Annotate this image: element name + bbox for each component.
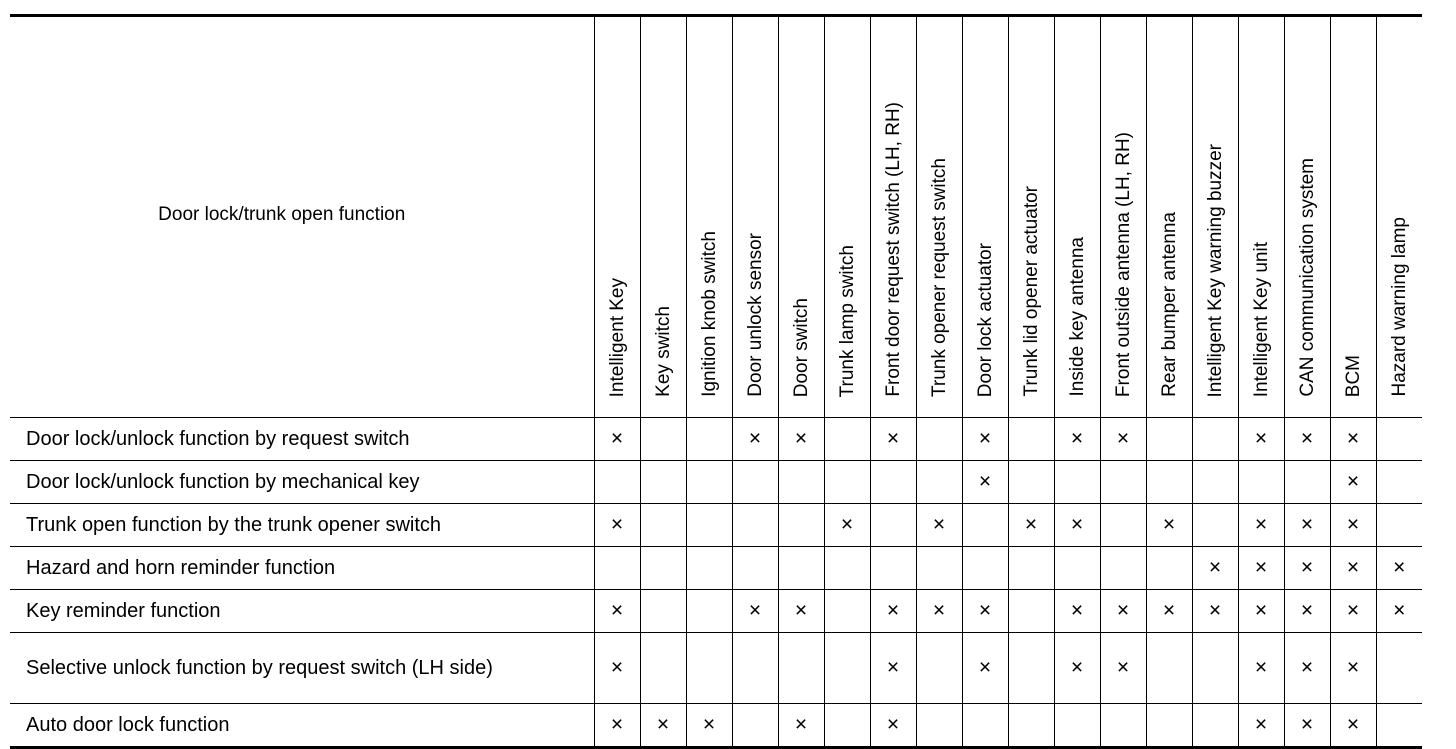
table-cell: × [1330, 590, 1376, 633]
table-cell: × [1330, 504, 1376, 547]
column-header [1284, 16, 1330, 418]
corner-header: Door lock/trunk open function [10, 16, 594, 418]
table-cell: × [916, 590, 962, 633]
table-cell [1100, 461, 1146, 504]
header-row [10, 16, 1422, 418]
column-header [594, 16, 640, 418]
table-cell: × [594, 704, 640, 748]
column-header-label: Intelligent Key warning buzzer [1204, 143, 1226, 397]
table-cell [778, 547, 824, 590]
column-header [1146, 16, 1192, 418]
column-header [1054, 16, 1100, 418]
column-header-label: Hazard warning lamp [1388, 217, 1410, 397]
table-cell [686, 461, 732, 504]
column-header-label: BCM [1342, 354, 1364, 397]
table-cell [1192, 633, 1238, 704]
table-cell: × [1054, 504, 1100, 547]
table-cell: × [962, 461, 1008, 504]
table-cell [640, 633, 686, 704]
table-cell: × [594, 418, 640, 461]
column-header [1008, 16, 1054, 418]
table-cell [916, 547, 962, 590]
table-cell [640, 504, 686, 547]
table-cell [594, 547, 640, 590]
table-cell [1100, 504, 1146, 547]
table-cell: × [594, 504, 640, 547]
row-label: Key reminder function [10, 590, 594, 633]
table-cell: × [1330, 547, 1376, 590]
table-cell: × [1100, 633, 1146, 704]
table-cell [824, 633, 870, 704]
table-cell: × [1284, 633, 1330, 704]
column-header-label: Ignition knob switch [698, 231, 720, 397]
table-cell: × [640, 704, 686, 748]
table-cell: × [1146, 504, 1192, 547]
table-cell: × [778, 704, 824, 748]
row-label: Hazard and horn reminder function [10, 547, 594, 590]
table-cell: × [1008, 504, 1054, 547]
column-header [962, 16, 1008, 418]
table-cell: × [1238, 633, 1284, 704]
table-cell [686, 547, 732, 590]
table-cell [916, 461, 962, 504]
table-row [10, 704, 1422, 748]
table-cell [1008, 704, 1054, 748]
column-header [732, 16, 778, 418]
table-cell: × [1192, 590, 1238, 633]
column-header [778, 16, 824, 418]
table-cell [1284, 461, 1330, 504]
table-cell [1376, 504, 1422, 547]
table-cell: × [1330, 704, 1376, 748]
table-cell [778, 461, 824, 504]
function-component-table [10, 14, 1422, 749]
table-cell: × [1284, 590, 1330, 633]
column-header-label: Intelligent Key unit [1250, 241, 1272, 397]
table-cell [1146, 633, 1192, 704]
table-cell: × [1238, 704, 1284, 748]
table-cell: × [732, 590, 778, 633]
column-header-label: Door unlock sensor [744, 233, 766, 397]
table-cell: × [594, 590, 640, 633]
table-row [10, 504, 1422, 547]
table-row [10, 547, 1422, 590]
column-header-label: Trunk opener request switch [928, 157, 950, 397]
table-row [10, 590, 1422, 633]
table-cell [1192, 504, 1238, 547]
table-cell [916, 418, 962, 461]
table-cell [916, 633, 962, 704]
table-cell [1008, 461, 1054, 504]
table-cell: × [962, 633, 1008, 704]
table-cell [732, 461, 778, 504]
table-cell [1376, 704, 1422, 748]
table-cell: × [686, 704, 732, 748]
table-cell: × [732, 418, 778, 461]
column-header [686, 16, 732, 418]
table-cell [1192, 704, 1238, 748]
table-cell [962, 547, 1008, 590]
column-header-label: Key switch [652, 306, 674, 397]
table-cell: × [1330, 633, 1376, 704]
row-label: Door lock/unlock function by mechanical key [10, 461, 594, 504]
table-cell [640, 418, 686, 461]
table-cell [686, 418, 732, 461]
table-cell [1238, 461, 1284, 504]
table-cell: × [778, 418, 824, 461]
table-cell [824, 461, 870, 504]
column-header [1330, 16, 1376, 418]
table-cell: × [1192, 547, 1238, 590]
column-header [640, 16, 686, 418]
table-cell [778, 504, 824, 547]
column-header [1192, 16, 1238, 418]
table-cell [686, 504, 732, 547]
table-cell: × [1376, 547, 1422, 590]
table-cell [1054, 461, 1100, 504]
table-cell: × [1054, 590, 1100, 633]
table-cell [1146, 461, 1192, 504]
table-cell: × [594, 633, 640, 704]
table-cell [1008, 547, 1054, 590]
table-cell [640, 461, 686, 504]
column-header [916, 16, 962, 418]
table-cell: × [1330, 418, 1376, 461]
table-cell [1100, 547, 1146, 590]
table-row [10, 633, 1422, 704]
table-cell: × [1330, 461, 1376, 504]
table-cell: × [1054, 418, 1100, 461]
table-cell: × [1146, 590, 1192, 633]
table-cell [732, 704, 778, 748]
column-header-label: Front outside antenna (LH, RH) [1112, 131, 1134, 397]
table-cell: × [1100, 590, 1146, 633]
table-cell [824, 704, 870, 748]
table-cell [1376, 633, 1422, 704]
table-cell: × [870, 633, 916, 704]
column-header-label: Front door request switch (LH, RH) [882, 102, 904, 397]
table-cell: × [1284, 504, 1330, 547]
table-cell: × [1100, 418, 1146, 461]
table-cell [640, 590, 686, 633]
table-cell [824, 418, 870, 461]
table-cell [1008, 418, 1054, 461]
table-cell: × [870, 590, 916, 633]
table-cell: × [962, 418, 1008, 461]
column-header-label: Door switch [790, 297, 812, 397]
table-cell: × [1054, 633, 1100, 704]
column-header [870, 16, 916, 418]
table-cell: × [1376, 590, 1422, 633]
table-cell: × [870, 418, 916, 461]
table-cell [594, 461, 640, 504]
column-header-label: CAN communication system [1296, 158, 1318, 397]
table-cell: × [778, 590, 824, 633]
table-cell: × [1284, 547, 1330, 590]
table-cell [1376, 461, 1422, 504]
column-header-label: Trunk lid opener actuator [1020, 186, 1042, 397]
table-cell [1054, 704, 1100, 748]
row-label: Trunk open function by the trunk opener switch [10, 504, 594, 547]
column-header [1376, 16, 1422, 418]
row-label: Auto door lock function [10, 704, 594, 748]
table-cell [1376, 418, 1422, 461]
table-cell [1100, 704, 1146, 748]
column-header [824, 16, 870, 418]
table-cell: × [1284, 418, 1330, 461]
table-cell [1054, 547, 1100, 590]
table-cell: × [962, 590, 1008, 633]
column-header-label: Intelligent Key [606, 277, 628, 397]
table-body [10, 418, 1422, 748]
table-cell [962, 504, 1008, 547]
column-header-label: Inside key antenna [1066, 237, 1088, 397]
table-cell: × [870, 704, 916, 748]
table-cell [1146, 418, 1192, 461]
table-cell [686, 590, 732, 633]
table-cell [824, 590, 870, 633]
table-cell [1008, 590, 1054, 633]
table-cell [824, 547, 870, 590]
row-label: Selective unlock function by request switch (LH side) [10, 633, 594, 704]
column-header [1100, 16, 1146, 418]
table-cell [1008, 633, 1054, 704]
table-cell [870, 461, 916, 504]
table-cell: × [1284, 704, 1330, 748]
table-cell: × [1238, 418, 1284, 461]
column-header [1238, 16, 1284, 418]
table-cell [640, 547, 686, 590]
table-cell [778, 633, 824, 704]
table-cell [732, 633, 778, 704]
table-cell: × [1238, 590, 1284, 633]
table-row [10, 418, 1422, 461]
table-cell [870, 547, 916, 590]
table-row [10, 461, 1422, 504]
table-cell [870, 504, 916, 547]
table-cell [1192, 461, 1238, 504]
table-cell [1146, 704, 1192, 748]
table-cell: × [824, 504, 870, 547]
column-header-label: Door lock actuator [974, 242, 996, 397]
row-label: Door lock/unlock function by request switch [10, 418, 594, 461]
table-cell: × [916, 504, 962, 547]
table-cell [1146, 547, 1192, 590]
table-cell [962, 704, 1008, 748]
table-cell: × [1238, 547, 1284, 590]
column-header-label: Trunk lamp switch [836, 244, 858, 397]
table-cell [732, 504, 778, 547]
table-cell [732, 547, 778, 590]
table-cell [916, 704, 962, 748]
table-cell [1192, 418, 1238, 461]
column-header-label: Rear bumper antenna [1158, 212, 1180, 397]
table-cell [686, 633, 732, 704]
table-cell: × [1238, 504, 1284, 547]
